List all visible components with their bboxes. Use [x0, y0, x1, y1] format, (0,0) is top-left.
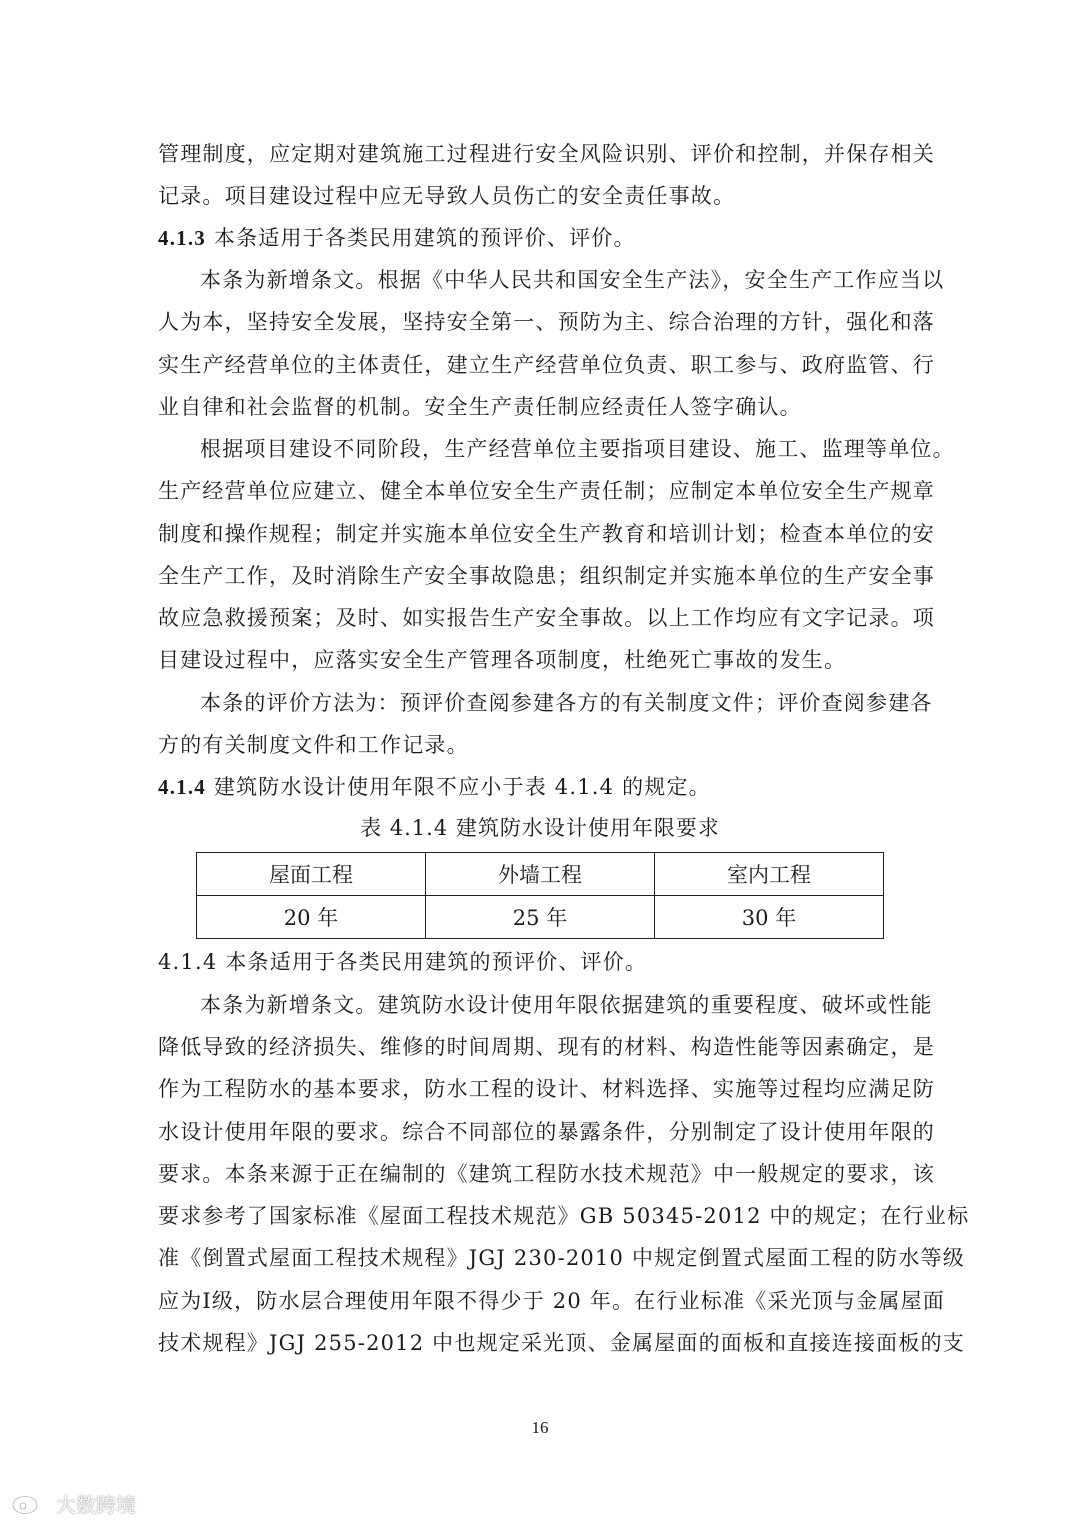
body-line: 技术规程》JGJ 255-2012 中也规定采光顶、金属屋面的面板和直接连接面板的支 — [158, 1331, 965, 1355]
body-line: 记录。项目建设过程中应无导致人员伤亡的安全责任事故。 — [158, 184, 736, 208]
service-life-table — [196, 852, 884, 939]
body-line: 应为Ⅰ级，防水层合理使用年限不得少于 20 年。在行业标准《采光顶与金属屋面 — [158, 1289, 945, 1313]
value-interior: 30 年 — [655, 896, 884, 939]
clause-text: 本条适用于各类民用建筑的预评价、评价。 — [225, 950, 648, 974]
body-line: 方的有关制度文件和工作记录。 — [158, 733, 469, 757]
body-line: 业自律和社会监督的机制。安全生产责任制应经责任人签字确认。 — [158, 395, 802, 419]
header-interior: 室内工程 — [655, 853, 884, 896]
body-line: 全生产工作，及时消除生产安全事故隐患；组织制定并实施本单位的生产安全事 — [158, 564, 935, 588]
clause-number: 4.1.3 — [158, 226, 206, 250]
clause-text: 本条适用于各类民用建筑的预评价、评价。 — [213, 226, 636, 250]
body-line: 生产经营单位应建立、健全本单位安全生产责任制；应制定本单位安全生产规章 — [158, 479, 935, 503]
body-line: 降低导致的经济损失、维修的时间周期、现有的材料、构造性能等因素确定，是 — [158, 1035, 935, 1059]
body-line: 本条为新增条文。根据《中华人民共和国安全生产法》，安全生产工作应当以 — [200, 268, 945, 292]
header-roof: 屋面工程 — [197, 853, 426, 896]
body-line: 故应急救援预案；及时、如实报告生产安全事故。以上工作均应有文字记录。项 — [158, 606, 935, 630]
header-exterior-wall: 外墙工程 — [426, 853, 655, 896]
body-line: 人为本，坚持安全发展，坚持安全第一、预防为主、综合治理的方针，强化和落 — [158, 310, 935, 334]
body-line: 准《倒置式屋面工程技术规程》JGJ 230-2010 中规定倒置式屋面工程的防水等级 — [158, 1246, 965, 1270]
body-line: 目建设过程中，应落实安全生产管理各项制度，杜绝死亡事故的发生。 — [158, 648, 847, 672]
body-line: 本条的评价方法为：预评价查阅参建各方的有关制度文件；评价查阅参建各 — [200, 691, 933, 715]
watermark-text: 大数跨境 — [56, 1492, 136, 1517]
body-line: 作为工程防水的基本要求，防水工程的设计、材料选择、实施等过程均应满足防 — [158, 1077, 935, 1101]
clause-4-1-4-heading — [158, 771, 918, 803]
table-caption: 表 4.1.4 建筑防水设计使用年限要求 — [360, 816, 720, 840]
body-line: 实生产经营单位的主体责任，建立生产经营单位负责、职工参与、政府监管、行 — [158, 353, 935, 377]
clause-number: 4.1.4 — [158, 950, 218, 974]
value-exterior-wall: 25 年 — [426, 896, 655, 939]
table-row — [197, 896, 884, 939]
table-header-row — [197, 853, 884, 896]
watermark — [10, 1488, 136, 1518]
body-line: 制度和操作规程；制定并实施本单位安全生产教育和培训计划；检查本单位的安 — [158, 522, 935, 546]
value-roof: 20 年 — [197, 896, 426, 939]
body-line: 根据项目建设不同阶段，生产经营单位主要指项目建设、施工、监理等单位。 — [200, 437, 955, 461]
clause-4-1-3-heading — [158, 222, 918, 254]
page-number: 16 — [531, 1418, 549, 1437]
clause-number: 4.1.4 — [158, 775, 206, 799]
weibo-logo-icon — [10, 1490, 50, 1516]
body-line: 要求参考了国家标准《屋面工程技术规范》GB 50345-2012 中的规定；在行业标 — [158, 1204, 970, 1228]
clause-4-1-4-explanation-heading — [158, 946, 918, 978]
body-line: 管理制度，应定期对建筑施工过程进行安全风险识别、评价和控制，并保存相关 — [158, 142, 935, 166]
body-line: 水设计使用年限的要求。综合不同部位的暴露条件，分别制定了设计使用年限的 — [158, 1120, 935, 1144]
body-line: 要求。本条来源于正在编制的《建筑工程防水技术规范》中一般规定的要求，该 — [158, 1162, 935, 1186]
clause-text: 建筑防水设计使用年限不应小于表 4.1.4 的规定。 — [213, 775, 711, 799]
body-line: 本条为新增条文。建筑防水设计使用年限依据建筑的重要程度、破坏或性能 — [200, 993, 933, 1017]
